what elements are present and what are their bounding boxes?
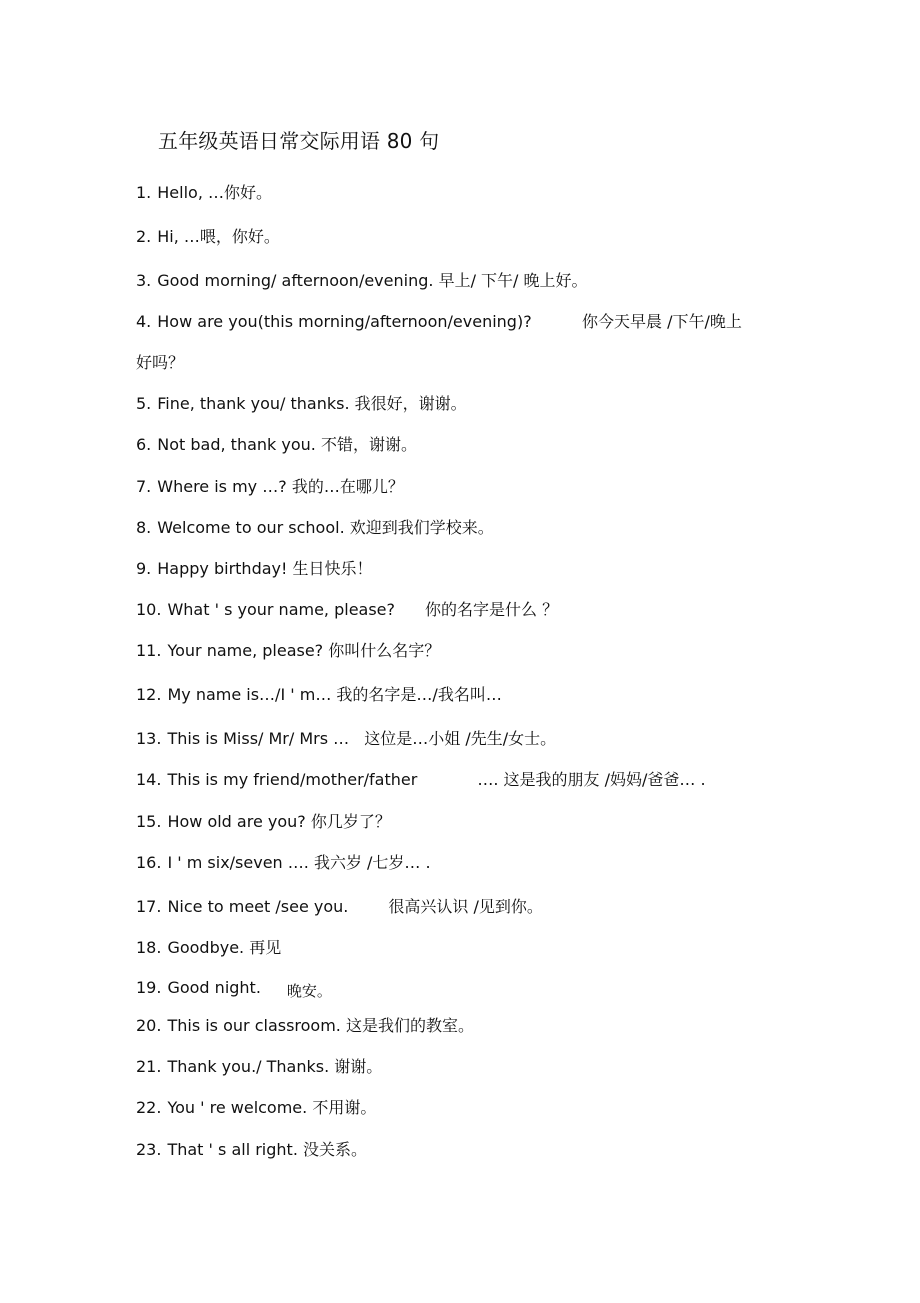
item-english: How old are you? bbox=[167, 812, 306, 831]
item-english: Nice to meet /see you. bbox=[167, 897, 349, 916]
item-english: What ' s your name, please? bbox=[167, 600, 396, 619]
item-english: Not bad, thank you. bbox=[157, 435, 316, 454]
item-english: Where is my …? bbox=[157, 477, 287, 496]
list-item bbox=[136, 270, 588, 292]
item-chinese: 欢迎到我们学校来。 bbox=[349, 518, 494, 537]
list-item bbox=[136, 311, 776, 333]
item-english: Your name, please? bbox=[167, 641, 324, 660]
list-item bbox=[136, 517, 494, 539]
item-number: 18. bbox=[136, 938, 162, 957]
list-item bbox=[136, 182, 272, 204]
item-number: 19. bbox=[136, 978, 162, 997]
list-item bbox=[136, 393, 467, 415]
list-item bbox=[136, 1139, 367, 1161]
list-item bbox=[136, 558, 373, 580]
list-item bbox=[136, 1097, 376, 1119]
item-english: That ' s all right. bbox=[167, 1140, 298, 1159]
item-chinese: 我六岁 /七岁… . bbox=[313, 853, 431, 872]
item-chinese: …. 这是我的朋友 /妈妈/爸爸… . bbox=[477, 770, 706, 789]
list-item bbox=[136, 852, 431, 874]
item-english: You ' re welcome. bbox=[167, 1098, 308, 1117]
item-english: My name is…/I ' m… bbox=[167, 685, 332, 704]
list-item bbox=[136, 728, 556, 750]
item-number: 21. bbox=[136, 1057, 162, 1076]
item-chinese: 你今天早晨 /下午/晚上 bbox=[582, 312, 742, 331]
item-chinese: 生日快乐！ bbox=[292, 559, 373, 578]
item-english: Fine, thank you/ thanks. bbox=[157, 394, 350, 413]
page-title: 五年级英语日常交际用语 80 句 bbox=[158, 129, 440, 153]
item-number: 17. bbox=[136, 897, 162, 916]
list-item bbox=[136, 769, 706, 791]
item-english: Goodbye. bbox=[167, 938, 245, 957]
item-chinese: 很高兴认识 /见到你。 bbox=[388, 897, 543, 916]
item-chinese: 你好。 bbox=[224, 183, 273, 202]
item-english: Good morning/ afternoon/evening. bbox=[157, 271, 434, 290]
item-chinese: 我很好，谢谢。 bbox=[354, 394, 467, 413]
item-number: 1. bbox=[136, 183, 152, 202]
item-chinese: 不错，谢谢。 bbox=[320, 435, 417, 454]
item-number: 23. bbox=[136, 1140, 162, 1159]
item-chinese: 不用谢。 bbox=[312, 1098, 377, 1117]
item-english: I ' m six/seven …. bbox=[167, 853, 309, 872]
item-number: 11. bbox=[136, 641, 162, 660]
item-chinese: 这位是…小姐 /先生/女士。 bbox=[364, 729, 557, 748]
item-number: 7. bbox=[136, 477, 152, 496]
list-item bbox=[136, 937, 281, 959]
list-item bbox=[136, 434, 417, 456]
list-item bbox=[136, 977, 332, 999]
list-item bbox=[136, 640, 440, 662]
item-chinese: 晚安。 bbox=[286, 982, 332, 1000]
item-english: This is Miss/ Mr/ Mrs … bbox=[167, 729, 350, 748]
item-english: This is our classroom. bbox=[167, 1016, 341, 1035]
item-english: This is my friend/mother/father bbox=[167, 770, 418, 789]
list-item bbox=[136, 476, 404, 498]
item-number: 5. bbox=[136, 394, 152, 413]
item-chinese: 我的名字是…/我名叫… bbox=[336, 685, 502, 704]
list-item bbox=[136, 599, 558, 621]
list-item bbox=[136, 684, 502, 706]
item-english: Thank you./ Thanks. bbox=[167, 1057, 330, 1076]
item-number: 3. bbox=[136, 271, 152, 290]
item-chinese: 你叫什么名字？ bbox=[328, 641, 441, 660]
list-item bbox=[136, 1015, 474, 1037]
item-english: Happy birthday! bbox=[157, 559, 288, 578]
item-number: 10. bbox=[136, 600, 162, 619]
item-chinese: 你几岁了？ bbox=[310, 812, 391, 831]
item-number: 15. bbox=[136, 812, 162, 831]
item-number: 16. bbox=[136, 853, 162, 872]
item-number: 9. bbox=[136, 559, 152, 578]
item-number: 20. bbox=[136, 1016, 162, 1035]
item-number: 8. bbox=[136, 518, 152, 537]
item-chinese: 早上/ 下午/ 晚上好。 bbox=[438, 271, 588, 290]
item-number: 2. bbox=[136, 227, 152, 246]
list-item bbox=[136, 811, 391, 833]
item-english: How are you(this morning/afternoon/evening)? bbox=[157, 312, 532, 331]
list-item bbox=[136, 226, 280, 248]
item-english: Hello, … bbox=[157, 183, 224, 202]
item-chinese: 没关系。 bbox=[303, 1140, 368, 1159]
item-chinese: 喂，你好。 bbox=[199, 227, 280, 246]
item-english: Good night. bbox=[167, 978, 261, 997]
item-chinese: 我的…在哪儿？ bbox=[291, 477, 404, 496]
list-item-continuation: 好吗？ bbox=[136, 353, 185, 372]
item-english: Welcome to our school. bbox=[157, 518, 345, 537]
item-number: 13. bbox=[136, 729, 162, 748]
item-chinese: 你的名字是什么 ？ bbox=[425, 600, 559, 619]
item-number: 4. bbox=[136, 312, 152, 331]
item-chinese: 这是我们的教室。 bbox=[345, 1016, 474, 1035]
list-item bbox=[136, 896, 543, 918]
item-number: 12. bbox=[136, 685, 162, 704]
item-chinese: 谢谢。 bbox=[334, 1057, 383, 1076]
item-english: Hi, … bbox=[157, 227, 200, 246]
item-number: 6. bbox=[136, 435, 152, 454]
item-number: 22. bbox=[136, 1098, 162, 1117]
item-chinese: 再见 bbox=[249, 938, 282, 957]
item-number: 14. bbox=[136, 770, 162, 789]
list-item bbox=[136, 1056, 382, 1078]
